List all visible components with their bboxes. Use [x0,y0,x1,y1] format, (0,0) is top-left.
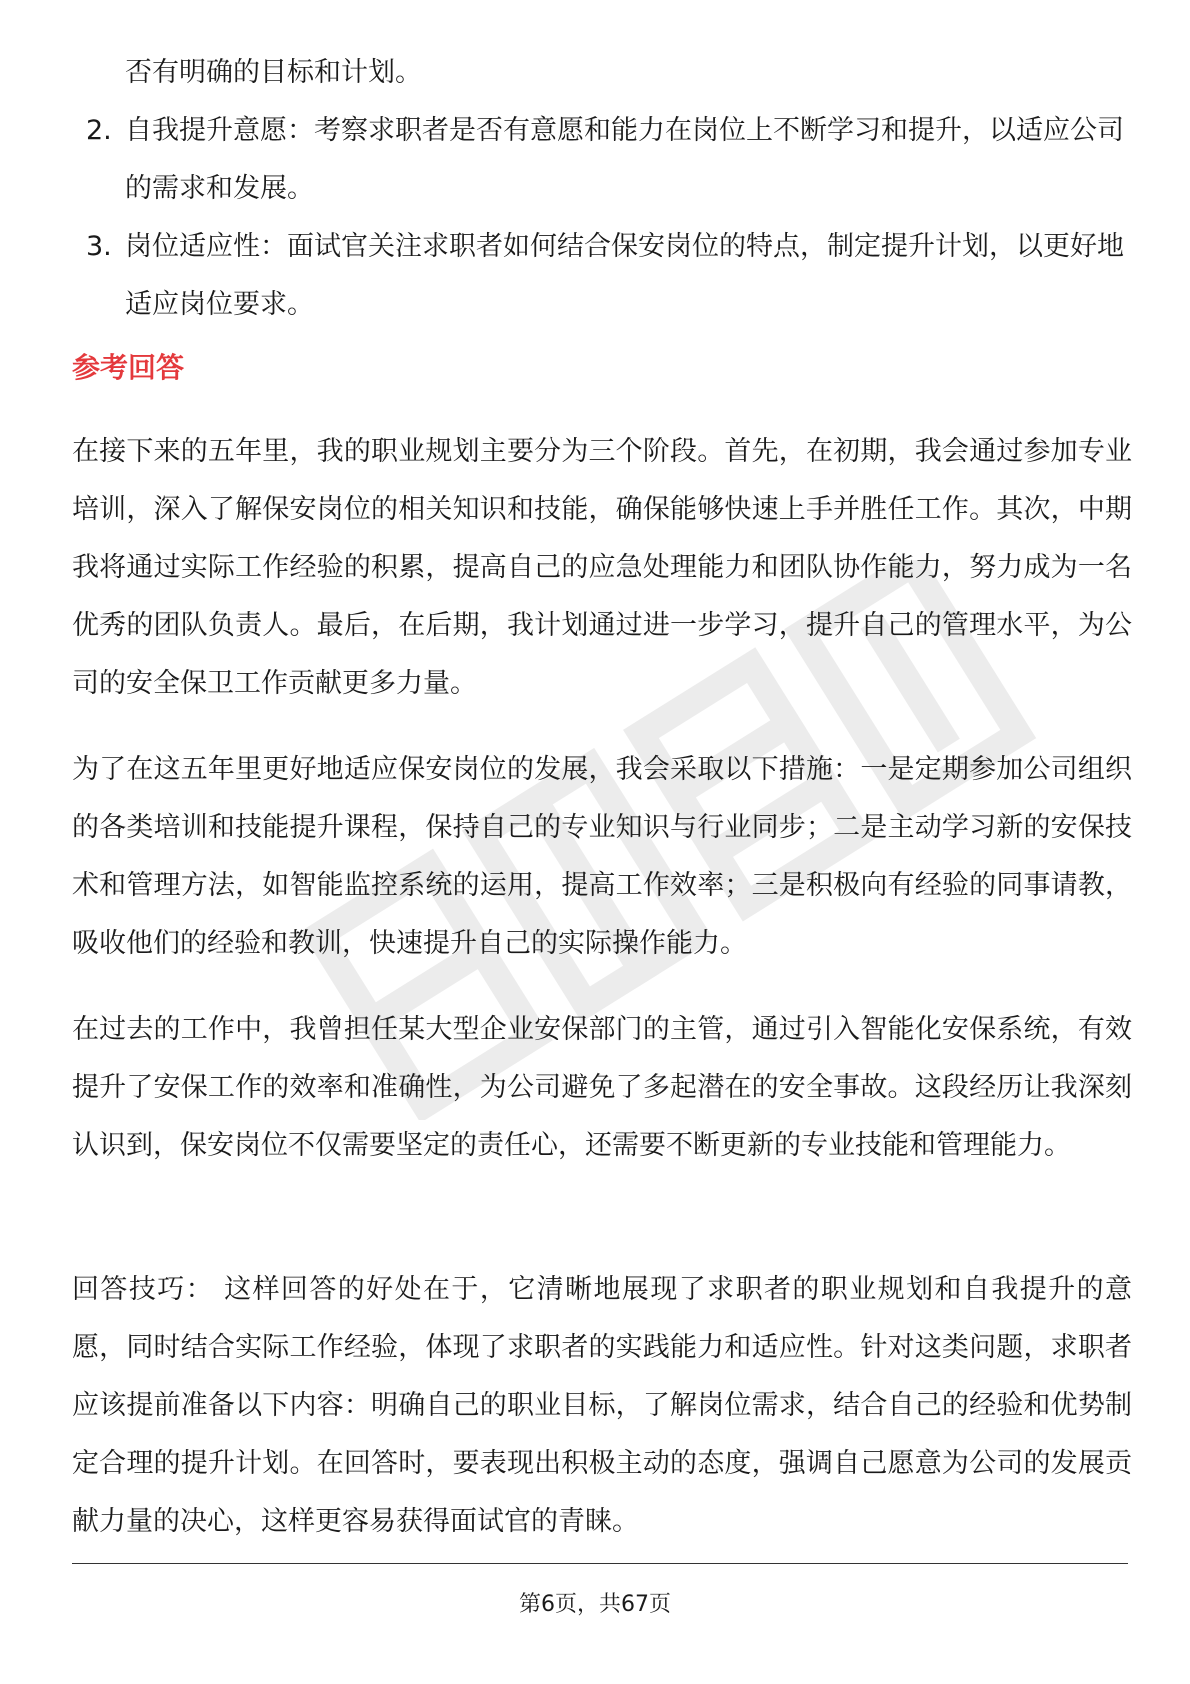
answer-paragraph: 在过去的工作中，我曾担任某大型企业安保部门的主管，通过引入智能化安保系统，有效提升了安保工作的效率和准确性，为公司避免了多起潜在的安全事故。这段经历让我深刻认识到，保安岗位不仅需要坚定的责任心，还需要不断更新的专业技能和管理能力。 [72,1014,1132,1161]
list-item-number: 2. [86,115,112,146]
answer-paragraph: 为了在这五年里更好地适应保安岗位的发展，我会采取以下措施：一是定期参加公司组织的各类培训和技能提升课程，保持自己的专业知识与行业同步；二是主动学习新的安保技术和管理方法，如智能监控系统的运用，提高工作效率；三是积极向有经验的同事请教，吸收他们的经验和教训，快速提升自己的实际操作能力。 [72,754,1132,959]
list-item [72,102,1132,218]
list-item [72,218,1132,334]
list-item-text: 岗位适应性：面试官关注求职者如何结合保安岗位的特点，制定提升计划，以更好地适应岗位要求。 [125,231,1124,320]
section-title: 参考回答 [72,351,185,384]
criteria-list [72,44,1132,334]
page-number: 第6页，共67页 [519,1592,671,1617]
list-item-text: 自我提升意愿：考察求职者是否有意愿和能力在岗位上不断学习和提升，以适应公司的需求和发展。 [125,115,1124,204]
list-item-continuation: 否有明确的目标和计划。 [125,57,422,88]
answer-paragraph: 在接下来的五年里，我的职业规划主要分为三个阶段。首先，在初期，我会通过参加专业培训，深入了解保安岗位的相关知识和技能，确保能够快速上手并胜任工作。其次，中期我将通过实际工作经验的积累，提高自己的应急处理能力和团队协作能力，努力成为一名优秀的团队负责人。最后，在后期，我计划通过进一步学习，提升自己的管理水平，为公司的安全保卫工作贡献更多力量。 [72,436,1132,699]
list-item-number: 3. [86,231,112,262]
answer-tips-paragraph: 回答技巧： 这样回答的好处在于，它清晰地展现了求职者的职业规划和自我提升的意愿，同时结合实际工作经验，体现了求职者的实践能力和适应性。针对这类问题，求职者应该提前准备以下内容：明确自己的职业目标，了解岗位需求，结合自己的经验和优势制定合理的提升计划。在回答时，要表现出积极主动的态度，强调自己愿意为公司的发展贡献力量的决心，这样更容易获得面试官的青睐。 [72,1274,1132,1537]
footer-divider [72,1563,1128,1564]
